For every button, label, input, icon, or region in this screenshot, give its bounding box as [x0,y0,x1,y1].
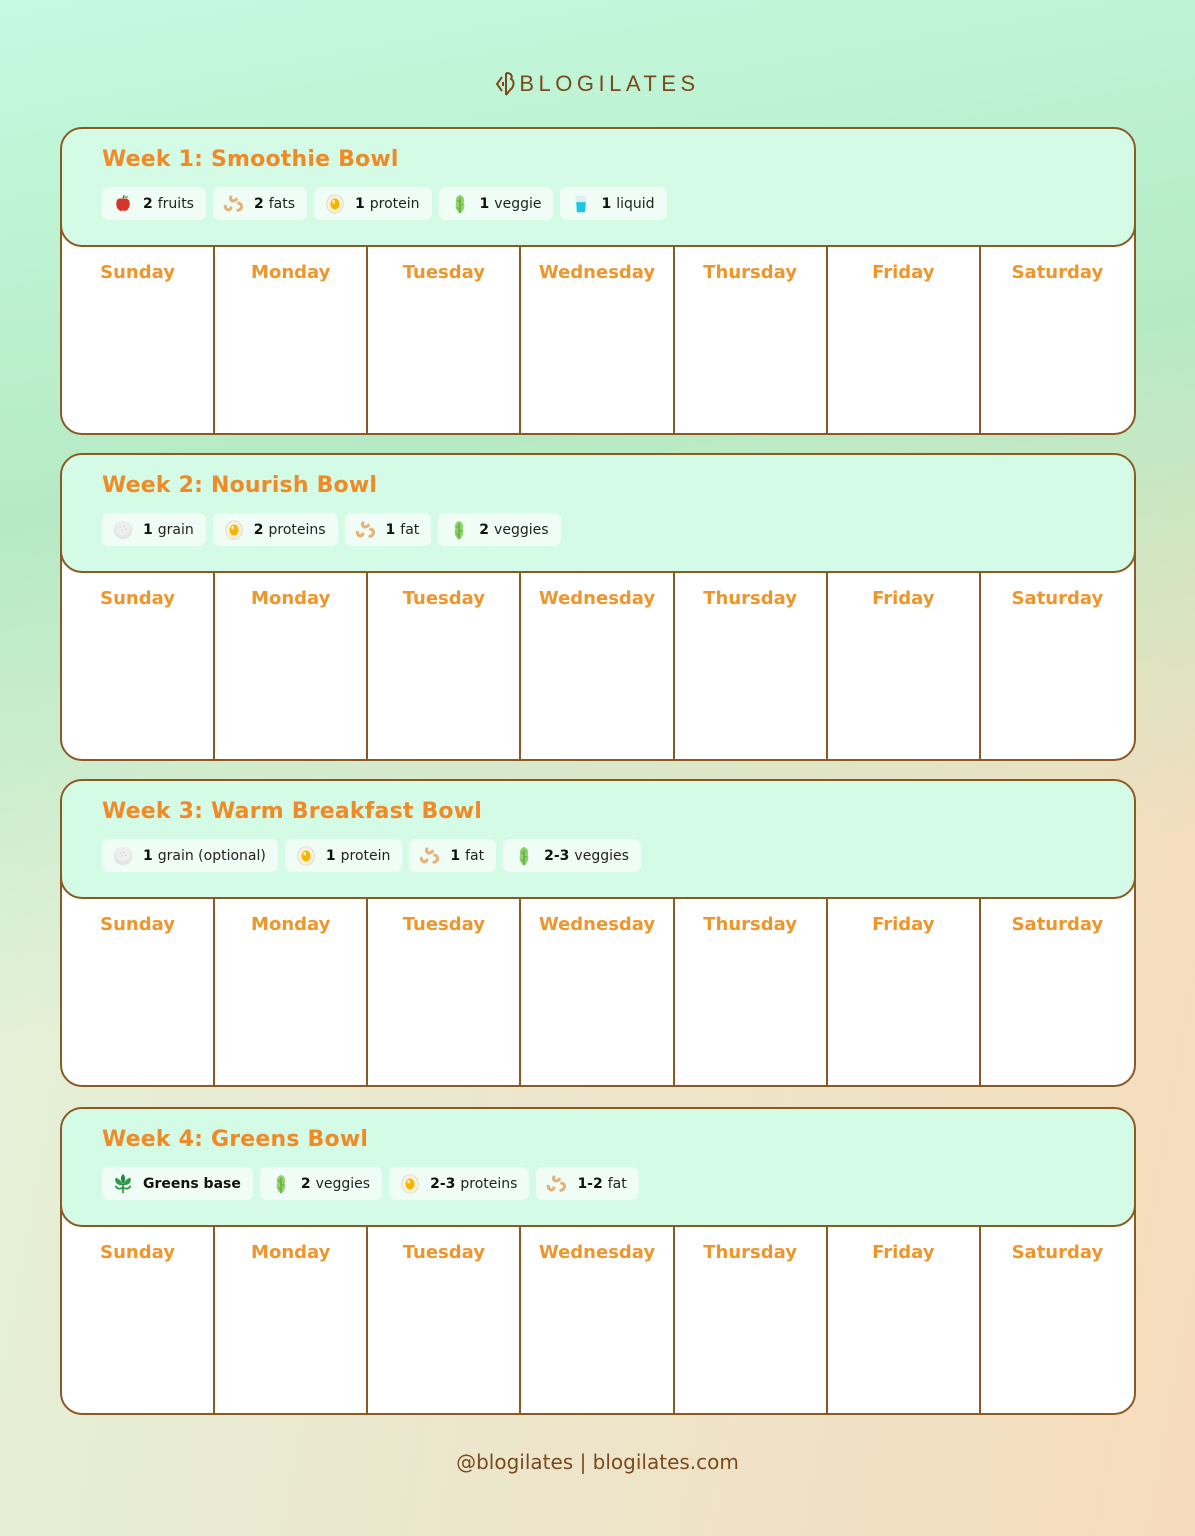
cashew-icon [419,845,441,867]
day-label: Friday [872,1242,935,1263]
day-label: Saturday [1011,914,1104,935]
week-header [60,1107,1136,1227]
portion-chip [389,1167,529,1200]
egg-icon [399,1173,421,1195]
day-label: Thursday [703,914,797,935]
portion-unit: veggies [494,521,549,538]
cashew-icon [546,1173,568,1195]
day-label: Wednesday [538,588,656,609]
portion-unit: veggie [494,195,542,212]
week-card-1 [60,127,1136,435]
day-label: Saturday [1011,262,1104,283]
portion-chip [102,1167,253,1200]
lettuce-icon [270,1173,292,1195]
brand-name: BLOGILATES [519,71,700,96]
day-label: Tuesday [402,262,485,283]
portion-chips [102,839,641,872]
week-header [60,127,1136,247]
portion-qty: 2 [479,521,490,538]
portion-chips [102,187,667,220]
egg-icon [223,519,245,541]
portion-unit: fruits [157,195,194,212]
day-label: Thursday [703,588,797,609]
day-label: Friday [872,914,935,935]
portion-qty: 1 [450,847,461,864]
lettuce-icon [513,845,535,867]
lettuce-icon [448,519,470,541]
day-label: Friday [872,262,935,283]
portion-qty: 2-3 [430,1175,456,1192]
day-label: Monday [251,914,331,935]
day-label: Monday [251,1242,331,1263]
portion-chip [560,187,666,220]
week-title: Week 1: Smoothie Bowl [102,147,399,172]
portion-chip [439,187,554,220]
day-label: Monday [251,262,331,283]
day-label: Monday [251,588,331,609]
portion-qty: 2 [300,1175,311,1192]
portion-qty: 2-3 [544,847,570,864]
day-label: Sunday [100,1242,175,1263]
portion-chip [438,513,560,546]
day-label: Thursday [703,1242,797,1263]
day-label: Wednesday [538,262,656,283]
apple-icon [112,193,134,215]
portion-unit: grain (optional) [157,847,266,864]
portion-unit: Greens base [143,1175,241,1192]
footer-text: @blogilates | blogilates.com [456,1450,739,1474]
portion-qty: 1 [143,521,153,538]
portion-chip [102,839,278,872]
rice-grain-icon [112,845,134,867]
portion-unit: protein [340,847,391,864]
week-header [60,779,1136,899]
cashew-icon [355,519,377,541]
day-label: Tuesday [402,588,485,609]
portion-chips [102,513,561,546]
egg-icon [324,193,346,215]
portion-qty: 1 [601,195,612,212]
week-title: Week 4: Greens Bowl [102,1127,369,1152]
portion-qty: 1 [479,195,490,212]
portion-chip [409,839,496,872]
portion-qty: 2 [143,195,153,212]
portion-chips [102,1167,639,1200]
day-label: Tuesday [402,914,485,935]
blogilates-b-heart-icon [495,70,517,98]
portion-unit: fats [268,195,296,212]
glass-water-icon [570,193,592,215]
rice-grain-icon [112,519,134,541]
day-label: Sunday [100,588,175,609]
portion-qty: 1 [385,521,396,538]
portion-chip [260,1167,382,1200]
day-label: Sunday [100,914,175,935]
day-label: Saturday [1011,588,1104,609]
day-label: Friday [872,588,935,609]
portion-unit: grain [157,521,194,538]
portion-chip [345,513,432,546]
portion-unit: fat [400,521,420,538]
cashew-icon [223,193,245,215]
portion-unit: protein [369,195,420,212]
day-label: Wednesday [538,1242,656,1263]
portion-unit: proteins [460,1175,518,1192]
portion-unit: fat [607,1175,627,1192]
portion-unit: fat [465,847,485,864]
portion-unit: liquid [616,195,655,212]
portion-chip [102,513,206,546]
spinach-greens-icon [112,1173,134,1195]
day-label: Wednesday [538,914,656,935]
portion-qty: 1 [355,195,365,212]
week-card-3 [60,779,1136,1087]
portion-qty: 1-2 [577,1175,603,1192]
portion-chip [314,187,432,220]
week-card-2 [60,453,1136,761]
lettuce-icon [449,193,471,215]
portion-unit: veggies [574,847,629,864]
portion-chip [102,187,206,220]
portion-qty: 2 [253,521,264,538]
week-card-4 [60,1107,1136,1415]
portion-qty: 1 [325,847,336,864]
egg-icon [295,845,317,867]
portion-qty: 1 [143,847,153,864]
brand-logo [0,70,1195,98]
week-title: Week 2: Nourish Bowl [102,473,378,498]
portion-unit: proteins [268,521,326,538]
portion-chip [285,839,403,872]
day-label: Sunday [100,262,175,283]
day-label: Thursday [703,262,797,283]
day-label: Saturday [1011,1242,1104,1263]
day-label: Tuesday [402,1242,485,1263]
portion-chip [213,513,338,546]
portion-chip [503,839,641,872]
portion-chip [213,187,307,220]
portion-unit: veggies [315,1175,371,1192]
portion-chip [536,1167,638,1200]
week-title: Week 3: Warm Breakfast Bowl [102,799,482,824]
portion-qty: 2 [253,195,264,212]
week-header [60,453,1136,573]
